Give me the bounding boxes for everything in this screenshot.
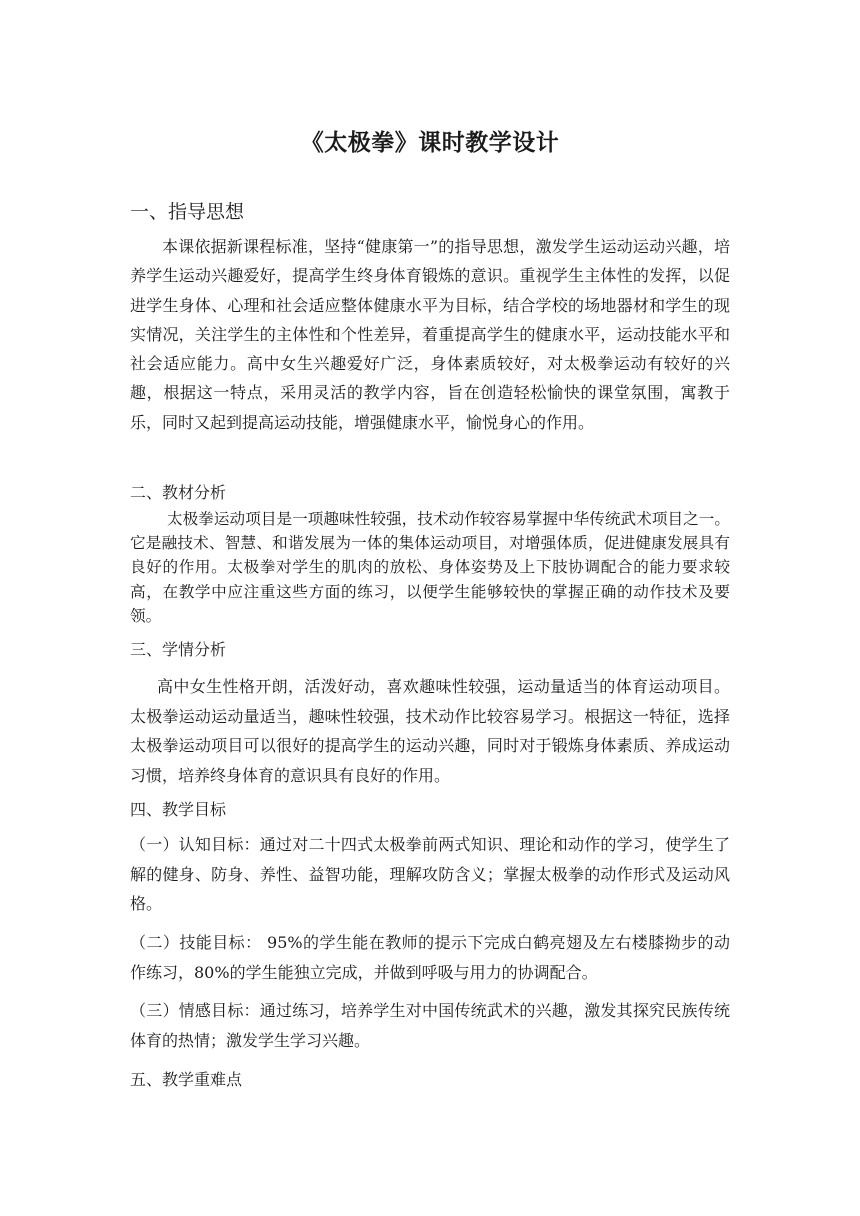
paragraph-material-analysis: 太极拳运动项目是一项趣味性较强，技术动作较容易掌握中华传统武术项目之一。它是融技术、智慧、和谐发展为一体的集体运动项目，对增强体质，促进健康发展具有良好的作用。太极拳对学生的肌肉的放松、身体姿势及上下肢协调配合的能力要求较高，在教学中应注重这些方面的练习，以便学生能够较快的掌握正确的动作技术及要领。 bbox=[130, 510, 730, 625]
paragraph-student-analysis: 高中女生性格开朗，活泼好动，喜欢趣味性较强，运动量适当的体育运动项目。太极拳运动运动量适当，趣味性较强，技术动作比较容易学习。根据这一特征，选择太极拳运动项目可以很好的提高学生的运动兴趣，同时对于锻炼身体素质、养成运动习惯，培养终身体育的意识具有良好的作用。 bbox=[130, 677, 730, 785]
goal-cognitive: （一）认知目标：通过对二十四式太极拳前两式知识、理论和动作的学习，使学生了解的健身、防身、养性、益智功能，理解攻防含义；掌握太极拳的动作形式及运动风格。 bbox=[130, 835, 730, 913]
section-heading-guiding-ideology: 一、指导思想 bbox=[130, 201, 245, 223]
section-heading-teaching-goals: 四、教学目标 bbox=[130, 800, 227, 819]
goal-skill: （二）技能目标： 95%的学生能在教师的提示下完成白鹤亮翅及左右楼膝拗步的动作练习，80%的学生能独立完成，并做到呼吸与用力的协调配合。 bbox=[130, 933, 730, 982]
goal-affective: （三）情感目标：通过练习，培养学生对中国传统武术的兴趣，激发其探究民族传统体育的热情；激发学生学习兴趣。 bbox=[130, 1001, 730, 1050]
section-heading-student-analysis: 三、学情分析 bbox=[130, 640, 227, 659]
paragraph-guiding-ideology: 本课依据新课程标准，坚持“健康第一”的指导思想，激发学生运动运动兴趣，培养学生运动兴趣爱好，提高学生终身体育锻炼的意识。重视学生主体性的发挥，以促进学生身体、心理和社会适应整体健康水平为目标，结合学校的场地器材和学生的现实情况，关注学生的主体性和个性差异，着重提高学生的健康水平，运动技能水平和社会适应能力。高中女生兴趣爱好广泛，身体素质较好，对太极拳运动有较好的兴趣，根据这一特点，采用灵活的教学内容，旨在创造轻松愉快的课堂氛围，寓教于乐，同时又起到提高运动技能，增强健康水平，愉悦身心的作用。 bbox=[130, 237, 730, 432]
section-heading-material-analysis: 二、教材分析 bbox=[130, 483, 227, 502]
document-title: 《太极拳》课时教学设计 bbox=[300, 130, 560, 156]
section-heading-key-difficult-points: 五、教学重难点 bbox=[130, 1070, 243, 1089]
